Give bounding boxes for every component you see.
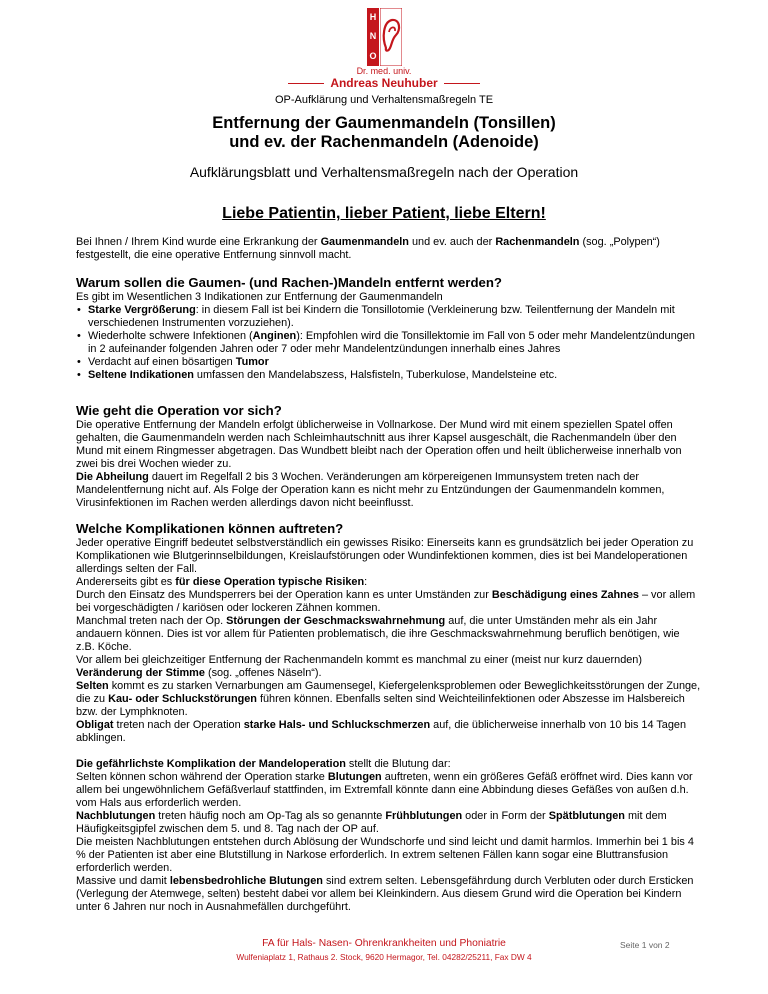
text: stellt die Blutung dar: — [345, 758, 451, 770]
paragraph — [76, 771, 701, 810]
doctor-name-row — [0, 76, 768, 90]
text: Selten können schon während der Operation starke — [76, 771, 328, 783]
text: ): Empfohlen wird die Tonsillektomie im Fall von 5 oder mehr Mandelentzündungen in 2 aufeinander folgenden Jahren oder 7 oder mehr Mandelentzündungen innerhalb eines Jahres — [88, 330, 695, 355]
list-item — [76, 356, 701, 369]
text: Manchmal treten nach der Op. — [76, 615, 227, 627]
paragraph — [76, 615, 701, 654]
bold-text: Spätblutungen — [548, 810, 625, 822]
paragraph — [76, 680, 701, 719]
section-complications — [76, 521, 701, 745]
text: Andererseits gibt es — [76, 576, 176, 588]
indication-list — [76, 304, 701, 382]
paragraph: Jeder operative Eingriff bedeutet selbstverständlich ein gewisses Risiko: Einerseits kann es grundsätzlich bei jeder Operation zu Komplikationen wie Blutgerinnselbildungen, Kreislaufstörungen oder Wundinfektionen kommen, dies ist bei Mandeloperationen allerdings selten der Fall. — [76, 537, 694, 575]
bold-text: Beschädigung eines Zahnes — [491, 589, 639, 601]
bold-text: Selten — [76, 680, 109, 692]
bold-text: Anginen — [252, 330, 297, 342]
text: (sog. „offenes Näseln“). — [204, 667, 322, 679]
paragraph — [76, 471, 701, 510]
bold-text: Tumor — [235, 356, 269, 368]
list-item — [76, 330, 701, 356]
bold-text: lebensbedrohliche Blutungen — [169, 875, 323, 887]
paragraph: Die operative Entfernung der Mandeln erfolgt üblicherweise in Vollnarkose. Der Mund wird mit einem speziellen Spatel offen gehalten, die Gaumenmandeln werden nach Schleimhautschnitt aus ihrer Kapsel ausgeschält, die Rachenmandeln über den Mund mit einem Ringmesser abgetragen. Das Wundbett bleibt nach der Operation offen und heilt üblicherweise innerhalb von zwei bis drei Wochen wieder zu. — [76, 419, 682, 470]
document-type: OP-Aufklärung und Verhaltensmaßregeln TE — [274, 94, 494, 106]
bold-text: Veränderung der Stimme — [76, 667, 205, 679]
text: oder in Form der — [462, 810, 549, 822]
logo-letter-box — [367, 8, 379, 66]
paragraph — [76, 719, 701, 745]
text: : in diesem Fall ist bei Kindern die Tonsillotomie (Verkleinerung bzw. Teilentfernung der Mandeln mit verschiedenen Instrumenten vorzuziehen). — [88, 304, 675, 329]
doctor-title: Dr. med. univ. — [356, 66, 412, 76]
section-heading: Warum sollen die Gaumen- (und Rachen-)Mandeln entfernt werden? — [76, 275, 502, 290]
paragraph — [76, 758, 701, 771]
paragraph — [76, 589, 701, 615]
document-title — [0, 114, 768, 152]
bold-text: Die gefährlichste Komplikation der Mandeloperation — [76, 758, 346, 770]
section-heading: Wie geht die Operation vor sich? — [76, 403, 282, 418]
text: dauert im Regelfall 2 bis 3 Wochen. Veränderungen am körpereigenen Immunsystem treten nach der Mandelentfernung nicht auf. Als Folge der Operation kann es nicht mehr zu Entzündungen der Gaumenmandeln kommen, Virusinfektionen im Rachen werden allerdings davon nicht beeinflusst. — [76, 471, 665, 509]
text: kommt es zu starken Vernarbungen am Gaumensegel, Kiefergelenksproblemen oder Beweglichkeitsstörungen der Zunge, die zu — [76, 680, 701, 705]
footer-address: Wulfeniaplatz 1, Rathaus 2. Stock, 9620 Hermagor, Tel. 04282/25211, Fax DW 4 — [236, 952, 532, 962]
bold-text: Frühblutungen — [385, 810, 463, 822]
text: : — [364, 576, 368, 588]
text: Wiederholte schwere Infektionen ( — [88, 330, 253, 342]
text: und ev. auch der — [408, 236, 496, 248]
document-subtitle: Aufklärungsblatt und Verhaltensmaßregeln nach der Operation — [189, 164, 579, 180]
logo-letter: N — [369, 31, 377, 42]
section-heading: Welche Komplikationen können auftreten? — [76, 521, 344, 536]
bold-text: Seltene Indikationen — [88, 369, 194, 381]
text: Verdacht auf einen bösartigen — [88, 356, 236, 368]
paragraph — [76, 875, 701, 914]
page-number: Seite 1 von 2 — [620, 940, 670, 950]
bold-text: Kau- oder Schluckstörungen — [108, 693, 257, 705]
intro-paragraph — [76, 236, 701, 262]
text: sind extrem selten. Lebensgefährdung durch Verbluten oder durch Ersticken (Verlegung der Atemwege, selten) besteht dabei vor allem bei Kleinkindern. Aus diesem Grund wird die Operation bei Kindern unter 6 Jahren nur noch in Ausnahmefällen durchgeführt. — [76, 875, 694, 913]
section-procedure — [76, 403, 701, 510]
paragraph — [76, 810, 701, 836]
paragraph — [76, 576, 701, 589]
section-lead: Es gibt im Wesentlichen 3 Indikationen zur Entfernung der Gaumenmandeln — [76, 291, 443, 303]
text: auftreten, wenn ein größeres Gefäß eröffnet wird. Dies kann vor allem bei ungewöhnlichem Gefäßverlauf stattfinden, im Extremfall könnte dann eine Abbindung dieses Gefäßes von außen d.h. vom Hals aus erforderlich werden. — [76, 771, 693, 809]
section-indications — [76, 275, 701, 382]
list-item — [76, 304, 701, 330]
bold-text: Nachblutungen — [76, 810, 156, 822]
text: Bei Ihnen / Ihrem Kind wurde eine Erkrankung der — [76, 236, 321, 248]
bold-text: für diese Operation typische Risiken — [175, 576, 365, 588]
text: umfassen den Mandelabszess, Halsfisteln, Tuberkulose, Mandelsteine etc. — [193, 369, 558, 381]
greeting: Liebe Patientin, lieber Patient, liebe Eltern! — [222, 205, 546, 222]
text: auf, die unter Umständen mehr als ein Jahr andauern können. Dies ist vor allem für Patienten problematisch, die ihre Geschmackswahrnehmung beruflich benötigen, wie z.B. Köche. — [76, 615, 680, 653]
bold-text: Gaumenmandeln — [320, 236, 409, 248]
section-bleeding — [76, 758, 701, 914]
text: auf, die üblicherweise innerhalb von 10 bis 14 Tagen abklingen. — [76, 719, 687, 744]
text: Durch den Einsatz des Mundsperrers bei der Operation kann es unter Umständen zur — [76, 589, 492, 601]
text: treten nach der Operation — [113, 719, 244, 731]
paragraph: Die meisten Nachblutungen entstehen durch Ablösung der Wundschorfe und sind leicht und damit harmlos. Immerhin bei 1 bis 4 % der Patienten ist aber eine Blutstillung in Narkose erforderlich. In extrem seltenen Fällen kann sogar eine Bluttransfusion erforderlich werden. — [76, 836, 694, 874]
bold-text: Blutungen — [327, 771, 382, 783]
hno-logo — [367, 8, 401, 66]
footer-specialty: FA für Hals- Nasen- Ohrenkrankheiten und Phoniatrie — [262, 938, 506, 949]
text: führen können. Ebenfalls selten sind Weichteilinfektionen oder Abszesse im Halsbereich bzw. der Lymphknoten. — [76, 693, 685, 718]
bold-text: Obligat — [76, 719, 114, 731]
bold-text: Rachenmandeln — [495, 236, 580, 248]
title-line-1: Entfernung der Gaumenmandeln (Tonsillen) — [212, 114, 556, 132]
text: (sog. „Polypen“) festgestellt, die eine operative Entfernung sinnvoll macht. — [76, 236, 660, 261]
logo-letter: O — [369, 50, 377, 61]
doctor-name: Andreas Neuhuber — [330, 76, 438, 90]
text: – vor allem bei vorgeschädigten / kariösen oder lockeren Zähnen kommen. — [76, 589, 696, 614]
divider — [444, 83, 480, 84]
title-line-2: und ev. der Rachenmandeln (Adenoide) — [229, 133, 539, 151]
text: Massive und damit — [76, 875, 170, 887]
bold-text: Die Abheilung — [76, 471, 149, 483]
bold-text: Starke Vergrößerung — [88, 304, 196, 316]
text: mit dem Häufigkeitsgipfel zwischen dem 5. und 8. Tag nach der OP auf. — [76, 810, 667, 835]
bold-text: starke Hals- und Schluckschmerzen — [243, 719, 431, 731]
paragraph — [76, 654, 701, 680]
list-item — [76, 369, 701, 382]
text: Vor allem bei gleichzeitiger Entfernung der Rachenmandeln kommt es manchmal zu einer (meist nur kurz dauernden) — [76, 654, 642, 666]
divider — [288, 83, 324, 84]
bold-text: Störungen der Geschmackswahrnehmung — [226, 615, 446, 627]
logo-letter: H — [369, 12, 377, 23]
ear-icon — [380, 8, 402, 66]
text: treten häufig noch am Op-Tag als so genannte — [155, 810, 386, 822]
